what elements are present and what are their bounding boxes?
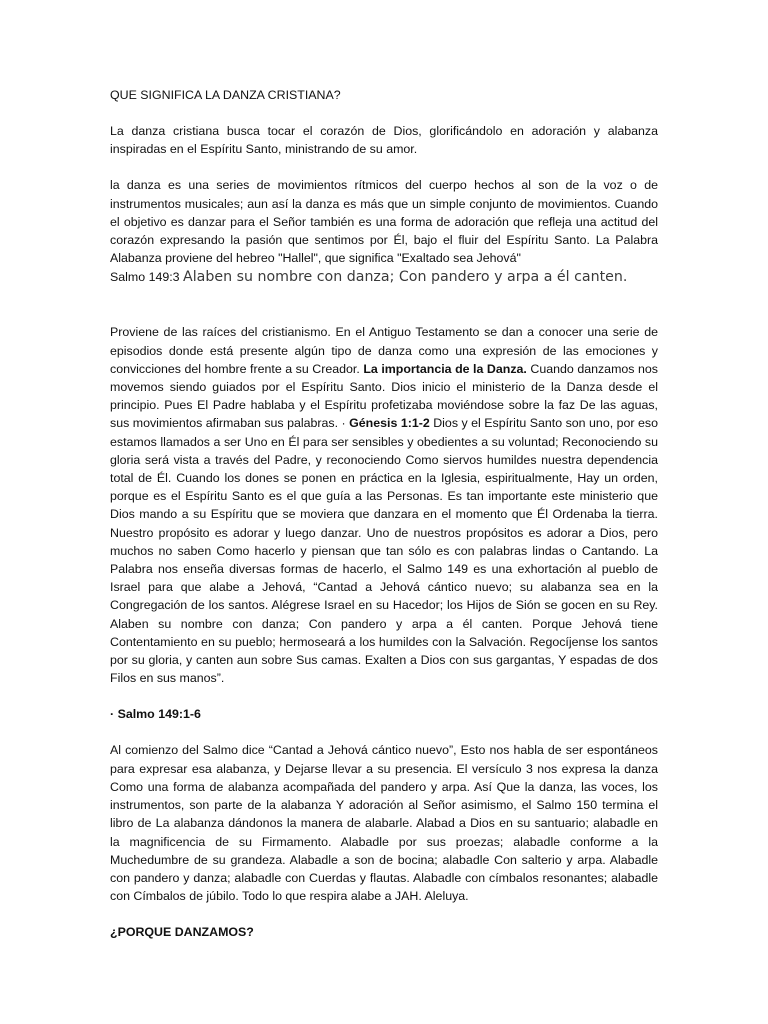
- importancia-heading: La importancia de la Danza.: [363, 361, 527, 376]
- porque-danzamos-heading: ¿PORQUE DANZAMOS?: [110, 925, 254, 940]
- salmo-commentary-paragraph: Al comienzo del Salmo dice “Cantad a Jehová cántico nuevo”, Esto nos habla de ser espontáneos para expresar esa alabanza, y Dejarse llevar a su presencia. El versículo 3 nos expresa la danza Como una forma de alabanza acompañada del pandero y arpa. Así Que la danza, las voces, los instrumentos, son parte de la alabanza Y adoración al Señor asimismo, el Salmo 150 termina el libro de La alabanza dándonos la manera de alabarle. Alabad a Dios en su santuario; alabadle en la magnificencia de su Firmamento. Alabadle por sus proezas; alabadle conforme a la Muchedumbre de su grandeza. Alabadle a son de bocina; alabadle Con salterio y arpa. Alabadle con pandero y danza; alabadle con Cuerdas y flautas. Alabadle con címbalos resonantes; alabadle con Címbalos de júbilo. Todo lo que respira alabe a JAH. Aleluya.: [110, 743, 658, 904]
- intro-paragraph: La danza cristiana busca tocar el corazón de Dios, glorificándolo en adoración y alabanza inspiradas en el Espíritu Santo, ministrando de su amor.: [110, 124, 658, 157]
- definition-paragraph: la danza es una series de movimientos rítmicos del cuerpo hechos al son de la voz o de instrumentos musicales; aun así la danza es más que un simple conjunto de movimientos. Cuando el objetivo es danzar para el Señor también es una forma de adoración que refleja una actitud del corazón expresando la pasión que sentimos por Él, bajo el fluir del Espíritu Santo. La Palabra Alabanza proviene del hebreo "Hallel", que significa "Exaltado sea Jehová": [110, 178, 658, 266]
- importancia-text-2: Dios y el Espíritu Santo son uno, por eso estamos llamados a ser Uno en Él para ser sensibles y obedientes a su voluntad; Reconociendo su gloria será vista a través del Padre, y reconociendo Como siervos humildes nuestra dependencia total de Él. Cuando los dones se ponen en práctica en la Iglesia, espiritualmente, Hay un orden, porque es el Espíritu Santo es el que guía a las Personas. Es tan importante este ministerio que Dios mando a su Espíritu que se moviera que danzara en el momento que Él Ordenaba la tierra. Nuestro propósito es adorar y luego danzar. Uno de nuestros propósitos es adorar a Dios, pero muchos no saben Como hacerlo y piensan que tan sólo es con palabras lindas o Cantando. La Palabra nos enseña diversas formas de hacerlo, el Salmo 149 es una exhortación al pueblo de Israel para que alabe a Jehová, “Cantad a Jehová cántico nuevo; su alabanza sea en la Congregación de los santos. Alégrese Israel en su Hacedor; los Hijos de Sión se gocen en su Rey. Alaben su nombre con danza; Con pandero y arpa a él canten. Porque Jehová tiene Contentamiento en su pueblo; hermoseará a los humildes con la Salvación. Regocíjense los santos por su gloria, y canten aun sobre Sus camas. Exalten a Dios con sus gargantas, Y espadas de dos Filos en sus manos”.: [110, 416, 658, 686]
- spacer: [110, 687, 658, 705]
- salmo-quote: Alaben su nombre con danza; Con pandero y arpa a él canten.: [183, 269, 628, 286]
- genesis-reference: Génesis 1:1-2: [349, 416, 430, 431]
- document-title: QUE SIGNIFICA LA DANZA CRISTIANA?: [110, 88, 341, 102]
- spacer: [110, 158, 658, 176]
- spacer: [110, 287, 658, 323]
- salmo-reference: Salmo 149:3: [110, 270, 180, 285]
- salmo-149-3-line: [110, 267, 658, 287]
- importancia-text-1: Cuando danzamos nos movemos siendo guiados por el Espíritu Santo. Dios inicio el ministerio de la Danza desde el principio. Pues El Padre hablaba y el Espíritu profetizaba moviéndose sobre la faz De las aguas, sus movimientos afirmaban sus palabras. ·: [110, 361, 658, 431]
- origin-text: Proviene de las raíces del cristianismo. En el Antiguo Testamento se dan a conocer una serie de episodios donde está presente algún tipo de danza como una expresión de las emociones y convicciones del hombre frente a su Creador.: [110, 325, 658, 376]
- spacer: [110, 905, 658, 923]
- origin-paragraph: [110, 323, 658, 687]
- salmo-section-heading: · Salmo 149:1-6: [110, 707, 201, 722]
- spacer: [110, 723, 658, 741]
